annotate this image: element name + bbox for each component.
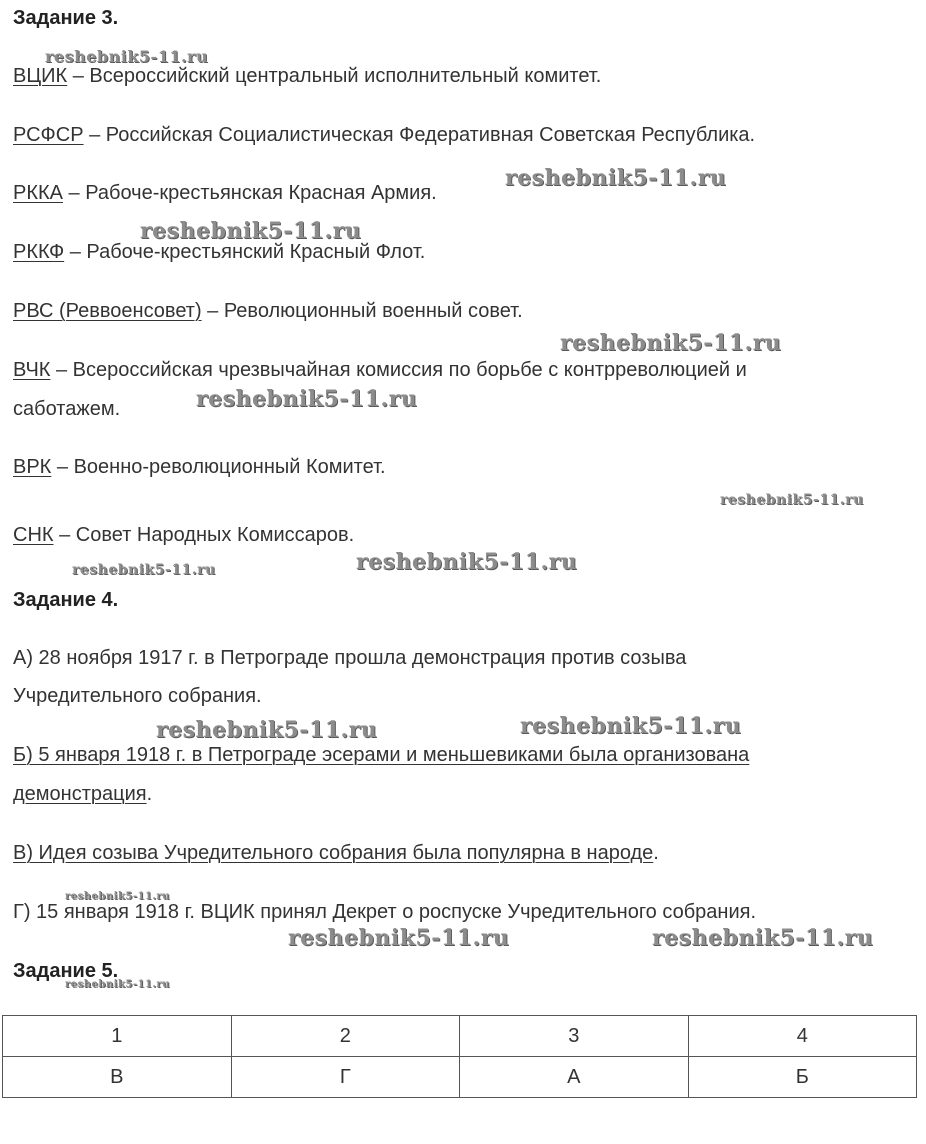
statement-b-line2 (13, 775, 152, 814)
statement-b-end: . (146, 783, 153, 805)
definition-text: – Военно-революционный Комитет. (51, 456, 386, 478)
abbr-rkkf: РККФ (13, 241, 65, 263)
task5-heading: Задание 5. (13, 960, 119, 982)
table-cell: В (3, 1057, 232, 1098)
table-cell: 4 (688, 1016, 917, 1057)
abbr-rvs: РВС (Реввоенсовет) (13, 300, 202, 322)
statement-c-text: В) Идея созыва Учредительного собрания была популярна в народе (13, 842, 654, 864)
definition-text: – Всероссийский центральный исполнительный комитет. (67, 65, 602, 87)
statement-c (13, 834, 659, 873)
definition-vchk-cont: саботажем. (13, 398, 121, 420)
abbr-vcik: ВЦИК (13, 65, 68, 87)
watermark: reshebnik5-11.ru (65, 979, 170, 990)
definition-vrk (13, 448, 386, 487)
table-row (3, 1057, 917, 1098)
watermark: reshebnik5-11.ru (65, 891, 170, 902)
watermark: reshebnik5-11.ru (720, 492, 864, 508)
statement-a-line1: А) 28 ноября 1917 г. в Петрограде прошла демонстрация против созыва (13, 647, 687, 669)
watermark: reshebnik5-11.ru (45, 47, 209, 66)
watermark: reshebnik5-11.ru (140, 218, 362, 244)
table-cell: Г (231, 1057, 460, 1098)
abbr-snk: СНК (13, 524, 54, 546)
watermark: reshebnik5-11.ru (156, 717, 378, 743)
answer-table (2, 1015, 917, 1098)
task3-heading: Задание 3. (13, 7, 119, 29)
watermark: reshebnik5-11.ru (288, 925, 510, 951)
task4-heading: Задание 4. (13, 589, 119, 611)
definition-snk (13, 516, 354, 555)
table-cell: 1 (3, 1016, 232, 1057)
statement-b-text2: демонстрация (13, 783, 147, 805)
abbr-vrk: ВРК (13, 456, 52, 478)
definition-rkka (13, 174, 437, 213)
definition-vchk (13, 351, 747, 390)
table-cell: 3 (460, 1016, 689, 1057)
definition-text: – Совет Народных Комиссаров. (53, 524, 355, 546)
table-cell: А (460, 1057, 689, 1098)
watermark: reshebnik5-11.ru (520, 713, 742, 739)
statement-b-line1 (13, 736, 749, 775)
definition-text: – Рабоче-крестьянская Красная Армия. (62, 182, 437, 204)
abbr-vchk: ВЧК (13, 359, 51, 381)
abbr-rsfsr: РСФСР (13, 124, 84, 146)
abbr-rkka: РККА (13, 182, 63, 204)
statement-a-line2: Учредительного собрания. (13, 685, 262, 707)
table-cell: Б (688, 1057, 917, 1098)
watermark: reshebnik5-11.ru (560, 330, 782, 356)
table-header-row (3, 1016, 917, 1057)
definition-text: – Российская Социалистическая Федеративная Советская Республика. (83, 124, 756, 146)
definition-rvs (13, 292, 523, 331)
definition-text: – Всероссийская чрезвычайная комиссия по борьбе с контрреволюцией и (50, 359, 747, 381)
watermark: reshebnik5-11.ru (505, 165, 727, 191)
statement-c-end: . (653, 842, 659, 864)
statement-d: Г) 15 января 1918 г. ВЦИК принял Декрет о роспуске Учредительного собрания. (13, 901, 757, 923)
watermark: reshebnik5-11.ru (72, 562, 216, 578)
watermark: reshebnik5-11.ru (652, 925, 874, 951)
definition-text: – Революционный военный совет. (201, 300, 523, 322)
definition-rsfsr (13, 116, 755, 155)
table-cell: 2 (231, 1016, 460, 1057)
statement-b-text: Б) 5 января 1918 г. в Петрограде эсерами и меньшевиками была организована (13, 744, 750, 766)
watermark: reshebnik5-11.ru (356, 549, 578, 575)
definition-text: – Рабоче-крестьянский Красный Флот. (64, 241, 426, 263)
watermark: reshebnik5-11.ru (196, 386, 418, 412)
